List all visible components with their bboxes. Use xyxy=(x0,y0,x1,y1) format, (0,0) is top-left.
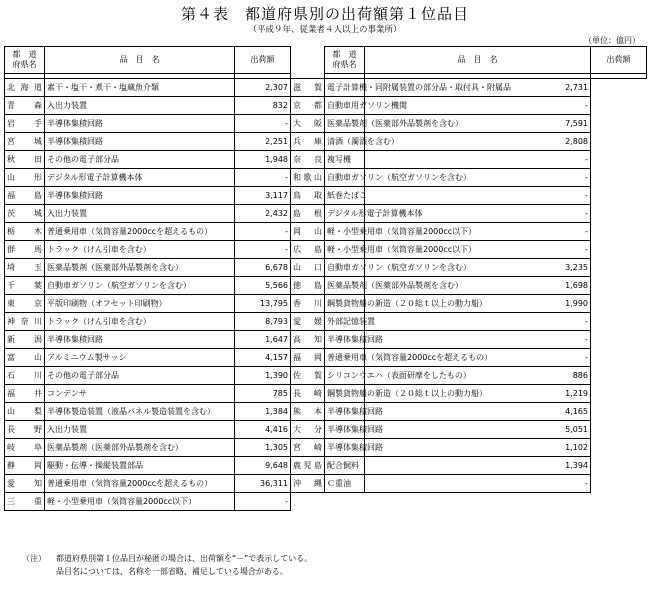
prefecture-cell: 三重 xyxy=(5,493,45,511)
value-cell: 7,591 xyxy=(365,115,591,133)
prefecture-cell: 岩手 xyxy=(5,115,45,133)
header-pref-line2: 府県名 xyxy=(12,60,37,69)
table-row xyxy=(5,475,647,493)
value-cell: 4,157 xyxy=(235,349,291,367)
item-cell: 普通乗用車（気筒容量2000ccを超えるもの） xyxy=(325,349,365,367)
prefecture-cell: 鳥取 xyxy=(291,187,325,205)
prefecture-cell: 新潟 xyxy=(5,331,45,349)
table-body xyxy=(5,79,647,511)
prefecture-cell: 兵庫 xyxy=(291,133,325,151)
note-line: 品目名については、名称を一部省略、補足している場合がある。 xyxy=(56,567,288,576)
prefecture-cell: 千葉 xyxy=(5,277,45,295)
prefecture-cell: 愛媛 xyxy=(291,313,325,331)
value-cell: 13,795 xyxy=(235,295,291,313)
prefecture-cell: 沖縄 xyxy=(291,475,325,493)
table-row xyxy=(5,259,647,277)
table-row xyxy=(5,151,647,169)
item-cell: デジタル形電子計算機本体 xyxy=(325,205,365,223)
value-cell: - xyxy=(365,349,591,367)
item-cell: 電子計算機・同附属装置の部分品・取付具・附属品 xyxy=(325,79,365,97)
table-row xyxy=(5,313,647,331)
item-cell: 普通乗用車（気筒容量2000ccを超えるもの） xyxy=(45,475,235,493)
table-row xyxy=(5,79,647,97)
value-cell: - xyxy=(365,313,591,331)
item-cell: 清酒（濁酒を含む） xyxy=(325,133,365,151)
value-cell: 2,432 xyxy=(235,205,291,223)
value-cell: 5,051 xyxy=(365,421,591,439)
value-cell: 3,117 xyxy=(235,187,291,205)
prefecture-cell: 群馬 xyxy=(5,241,45,259)
value-cell: - xyxy=(235,241,291,259)
value-cell: - xyxy=(365,223,591,241)
prefecture-cell: 北海道 xyxy=(5,79,45,97)
prefecture-cell: 島根 xyxy=(291,205,325,223)
prefecture-cell: 福岡 xyxy=(291,349,325,367)
prefecture-cell: 埼玉 xyxy=(5,259,45,277)
prefecture-cell: 広島 xyxy=(291,241,325,259)
table-row xyxy=(5,493,647,511)
value-cell: 4,165 xyxy=(365,403,591,421)
value-cell: 1,394 xyxy=(365,457,591,475)
item-cell: 平版印刷物（オフセット印刷物） xyxy=(45,295,235,313)
prefecture-cell: 香川 xyxy=(291,295,325,313)
value-cell: 1,948 xyxy=(235,151,291,169)
table-row xyxy=(5,97,647,115)
value-cell: - xyxy=(365,97,591,115)
value-cell: - xyxy=(235,223,291,241)
item-cell: 入出力装置 xyxy=(45,205,235,223)
item-cell: 医薬品製剤（医薬部外品製剤を含む） xyxy=(45,259,235,277)
table-row xyxy=(5,349,647,367)
prefecture-cell: 秋田 xyxy=(5,151,45,169)
table-row xyxy=(5,295,647,313)
item-cell: 入出力装置 xyxy=(45,97,235,115)
item-cell: 軽・小型乗用車（気筒容量2000cc以下） xyxy=(45,493,235,511)
item-cell: 半導体集積回路 xyxy=(45,115,235,133)
header-row xyxy=(5,47,647,74)
prefecture-cell: 鹿児島 xyxy=(291,457,325,475)
header-prefecture-right xyxy=(325,47,365,74)
item-cell: 自動車ガソリン（航空ガソリンを含む） xyxy=(325,169,365,187)
value-cell: 4,416 xyxy=(235,421,291,439)
empty-cell xyxy=(291,493,325,511)
prefecture-cell: 高知 xyxy=(291,331,325,349)
item-cell: 素干・塩干・煮干・塩蔵魚介類 xyxy=(45,79,235,97)
notes-label: （注） xyxy=(22,554,46,563)
item-cell: 半導体集積回路 xyxy=(45,133,235,151)
table-row xyxy=(5,223,647,241)
item-cell: 駆動・伝導・操縦装置部品 xyxy=(45,457,235,475)
value-cell: - xyxy=(365,187,591,205)
value-cell: - xyxy=(365,151,591,169)
spacer-cell xyxy=(591,74,647,79)
value-cell: 2,808 xyxy=(365,133,591,151)
item-cell: 半導体集積回路 xyxy=(325,331,365,349)
unit-label: （単位：億円） xyxy=(584,36,640,45)
prefecture-cell: 岡山 xyxy=(291,223,325,241)
item-cell: トラック（けん引車を含む） xyxy=(45,313,235,331)
value-cell: 1,390 xyxy=(235,367,291,385)
item-cell: 半導体集積回路 xyxy=(325,403,365,421)
value-cell: 9,648 xyxy=(235,457,291,475)
table-row xyxy=(5,277,647,295)
prefecture-cell: 山形 xyxy=(5,169,45,187)
item-cell: 鋼製貨物船の新造（２０総ｔ以上の動力船） xyxy=(325,295,365,313)
value-cell: 2,251 xyxy=(235,133,291,151)
value-cell: 1,102 xyxy=(365,439,591,457)
prefecture-cell: 富山 xyxy=(5,349,45,367)
value-cell: - xyxy=(365,331,591,349)
value-cell: 2,307 xyxy=(235,79,291,97)
item-cell: デジタル形電子計算機本体 xyxy=(45,169,235,187)
item-cell: その他の電子部分品 xyxy=(45,151,235,169)
prefecture-cell: 青森 xyxy=(5,97,45,115)
header-item-left: 品 目 名 xyxy=(45,47,235,74)
item-cell: 複写機 xyxy=(325,151,365,169)
item-cell: 自動車ガソリン（航空ガソリンを含む） xyxy=(325,259,365,277)
value-cell: 886 xyxy=(365,367,591,385)
item-cell: 軽・小型乗用車（気筒容量2000cc以下） xyxy=(325,241,365,259)
page-title: 第４表 都道府県別の出荷額第１位品目 xyxy=(180,5,469,23)
table-row xyxy=(5,187,647,205)
prefecture-cell: 静岡 xyxy=(5,457,45,475)
table-row xyxy=(5,133,647,151)
item-cell: 半導体製造装置（液晶パネル製造装置を含む） xyxy=(45,403,235,421)
header-pref-line2: 府県名 xyxy=(332,60,357,69)
item-cell: Ｃ重油 xyxy=(325,475,365,493)
table-row xyxy=(5,403,647,421)
header-pref-line1: 都 道 xyxy=(12,50,37,59)
item-cell: シリコンウエハ（表面研摩をしたもの） xyxy=(325,367,365,385)
value-cell: 1,698 xyxy=(365,277,591,295)
prefecture-cell: 石川 xyxy=(5,367,45,385)
table-row xyxy=(5,115,647,133)
prefecture-cell: 長崎 xyxy=(291,385,325,403)
prefecture-cell: 山口 xyxy=(291,259,325,277)
prefecture-cell: 宮城 xyxy=(5,133,45,151)
prefecture-cell: 大阪 xyxy=(291,115,325,133)
value-cell: 8,793 xyxy=(235,313,291,331)
item-cell: 半導体集積回路 xyxy=(45,187,235,205)
value-cell: 1,384 xyxy=(235,403,291,421)
value-cell: 1,219 xyxy=(365,385,591,403)
item-cell: 半導体集積回路 xyxy=(45,331,235,349)
value-cell: 1,990 xyxy=(365,295,591,313)
table-row xyxy=(5,331,647,349)
prefecture-cell: 栃木 xyxy=(5,223,45,241)
prefecture-cell: 宮崎 xyxy=(291,439,325,457)
header-value-right: 出荷額 xyxy=(591,47,647,74)
header-item-right: 品 目 名 xyxy=(365,47,591,74)
prefecture-cell: 和歌山 xyxy=(291,169,325,187)
empty-cell xyxy=(325,493,365,511)
table-row xyxy=(5,457,647,475)
item-cell: アルミニウム製サッシ xyxy=(45,349,235,367)
prefecture-cell: 福井 xyxy=(5,385,45,403)
empty-cell xyxy=(365,493,591,511)
item-cell: 医薬品製剤（医薬部外品製剤を含む） xyxy=(325,115,365,133)
table-row xyxy=(5,205,647,223)
value-cell: - xyxy=(235,493,291,511)
prefecture-cell: 大分 xyxy=(291,421,325,439)
table-row xyxy=(5,385,647,403)
table-row xyxy=(5,367,647,385)
table-row xyxy=(5,439,647,457)
value-cell: 832 xyxy=(235,97,291,115)
value-cell: 6,678 xyxy=(235,259,291,277)
note-line: 都道府県別第１位品目が秘匿の場合は、出荷額を“－”で表示している。 xyxy=(56,554,313,563)
prefecture-cell: 佐賀 xyxy=(291,367,325,385)
prefecture-cell: 愛知 xyxy=(5,475,45,493)
value-cell: 2,731 xyxy=(365,79,591,97)
prefecture-cell: 神奈川 xyxy=(5,313,45,331)
prefecture-cell: 茨城 xyxy=(5,205,45,223)
table-row xyxy=(5,421,647,439)
value-cell: - xyxy=(365,169,591,187)
header-value-left: 出荷額 xyxy=(235,47,291,74)
shipment-table xyxy=(4,46,647,511)
page-subtitle: （平成９年、従業者４人以上の事業所） xyxy=(248,25,402,35)
item-cell: 入出力装置 xyxy=(45,421,235,439)
prefecture-cell: 熊本 xyxy=(291,403,325,421)
value-cell: - xyxy=(365,475,591,493)
value-cell: 785 xyxy=(235,385,291,403)
prefecture-cell: 福島 xyxy=(5,187,45,205)
value-cell: 3,235 xyxy=(365,259,591,277)
prefecture-cell: 長野 xyxy=(5,421,45,439)
item-cell: トラック（けん引車を含む） xyxy=(45,241,235,259)
item-cell: 外部記憶装置 xyxy=(325,313,365,331)
prefecture-cell: 山梨 xyxy=(5,403,45,421)
value-cell: 5,566 xyxy=(235,277,291,295)
prefecture-cell: 徳島 xyxy=(291,277,325,295)
item-cell: 鋼製貨物船の新造（２０総ｔ以上の動力船） xyxy=(325,385,365,403)
value-cell: - xyxy=(235,169,291,187)
item-cell: その他の電子部分品 xyxy=(45,367,235,385)
column-gap xyxy=(291,47,325,79)
value-cell: - xyxy=(365,241,591,259)
value-cell: 36,311 xyxy=(235,475,291,493)
item-cell: 紙巻たばこ xyxy=(325,187,365,205)
item-cell: 軽・小型乗用車（気筒容量2000cc以下） xyxy=(325,223,365,241)
value-cell: 1,305 xyxy=(235,439,291,457)
item-cell: コンデンサ xyxy=(45,385,235,403)
prefecture-cell: 東京 xyxy=(5,295,45,313)
item-cell: 普通乗用車（気筒容量2000ccを超えるもの） xyxy=(45,223,235,241)
table-row xyxy=(5,241,647,259)
prefecture-cell: 奈良 xyxy=(291,151,325,169)
prefecture-cell: 滋賀 xyxy=(291,79,325,97)
item-cell: 配合飼料 xyxy=(325,457,365,475)
item-cell: 半導体集積回路 xyxy=(325,439,365,457)
prefecture-cell: 岐阜 xyxy=(5,439,45,457)
value-cell: - xyxy=(235,115,291,133)
header-prefecture-left xyxy=(5,47,45,74)
item-cell: 半導体集積回路 xyxy=(325,421,365,439)
prefecture-cell: 京都 xyxy=(291,97,325,115)
item-cell: 医薬品製剤（医薬部外品製剤を含む） xyxy=(45,439,235,457)
item-cell: 医薬品製剤（医薬部外品製剤を含む） xyxy=(325,277,365,295)
value-cell: 1,647 xyxy=(235,331,291,349)
item-cell: 自動車用ガソリン機関 xyxy=(325,97,365,115)
table-row xyxy=(5,169,647,187)
value-cell: - xyxy=(365,205,591,223)
header-pref-line1: 都 道 xyxy=(332,50,357,59)
item-cell: 自動車ガソリン（航空ガソリンを含む） xyxy=(45,277,235,295)
